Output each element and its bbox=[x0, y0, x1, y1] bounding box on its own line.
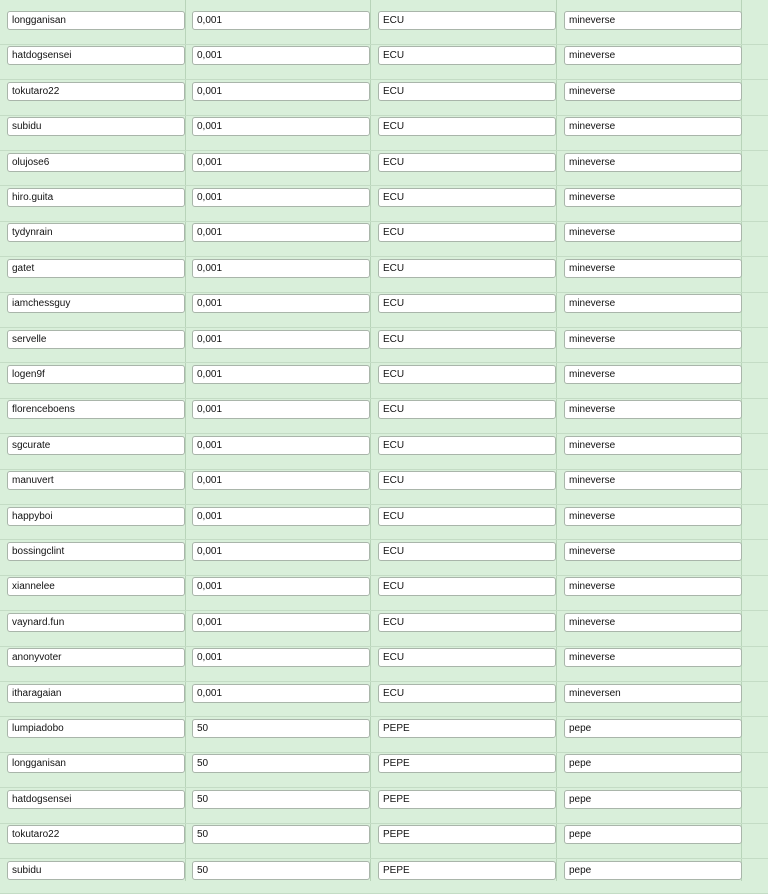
username-cell[interactable]: sgcurate bbox=[7, 436, 185, 455]
memo-cell[interactable]: mineverse bbox=[564, 471, 742, 490]
token-cell[interactable]: ECU bbox=[378, 153, 556, 172]
memo-cell[interactable]: mineverse bbox=[564, 330, 742, 349]
memo-cell[interactable]: mineverse bbox=[564, 82, 742, 101]
table-row bbox=[0, 753, 768, 788]
amount-cell[interactable]: 50 bbox=[192, 861, 370, 880]
username-cell[interactable]: servelle bbox=[7, 330, 185, 349]
amount-cell[interactable]: 0,001 bbox=[192, 471, 370, 490]
username-cell[interactable]: hatdogsensei bbox=[7, 790, 185, 809]
token-cell[interactable]: ECU bbox=[378, 82, 556, 101]
table-row bbox=[0, 470, 768, 505]
token-cell[interactable]: ECU bbox=[378, 436, 556, 455]
username-cell[interactable]: subidu bbox=[7, 117, 185, 136]
username-cell[interactable]: subidu bbox=[7, 861, 185, 880]
amount-cell[interactable]: 0,001 bbox=[192, 117, 370, 136]
username-cell[interactable]: longganisan bbox=[7, 754, 185, 773]
username-cell[interactable]: hatdogsensei bbox=[7, 46, 185, 65]
table-row bbox=[0, 328, 768, 363]
token-cell[interactable]: ECU bbox=[378, 117, 556, 136]
amount-cell[interactable]: 0,001 bbox=[192, 82, 370, 101]
table-row bbox=[0, 399, 768, 434]
table-row bbox=[0, 222, 768, 257]
token-cell[interactable]: ECU bbox=[378, 577, 556, 596]
amount-cell[interactable]: 0,001 bbox=[192, 365, 370, 384]
username-cell[interactable]: lumpiadobo bbox=[7, 719, 185, 738]
memo-cell[interactable]: mineverse bbox=[564, 436, 742, 455]
token-cell[interactable]: ECU bbox=[378, 259, 556, 278]
table-row bbox=[0, 364, 768, 399]
token-cell[interactable]: PEPE bbox=[378, 754, 556, 773]
username-cell[interactable]: longganisan bbox=[7, 11, 185, 30]
username-cell[interactable]: manuvert bbox=[7, 471, 185, 490]
table-row bbox=[0, 434, 768, 469]
memo-cell[interactable]: mineverse bbox=[564, 577, 742, 596]
username-cell[interactable]: bossingclint bbox=[7, 542, 185, 561]
username-cell[interactable]: gatet bbox=[7, 259, 185, 278]
amount-cell[interactable]: 50 bbox=[192, 754, 370, 773]
table-row bbox=[0, 647, 768, 682]
amount-cell[interactable]: 0,001 bbox=[192, 648, 370, 667]
token-cell[interactable]: ECU bbox=[378, 365, 556, 384]
username-cell[interactable]: itharagaian bbox=[7, 684, 185, 703]
token-cell[interactable]: PEPE bbox=[378, 790, 556, 809]
amount-cell[interactable]: 0,001 bbox=[192, 223, 370, 242]
memo-cell[interactable]: mineverse bbox=[564, 11, 742, 30]
table-row bbox=[0, 718, 768, 753]
token-cell[interactable]: ECU bbox=[378, 46, 556, 65]
table-row bbox=[0, 824, 768, 859]
memo-cell[interactable]: mineverse bbox=[564, 153, 742, 172]
token-cell[interactable]: ECU bbox=[378, 542, 556, 561]
username-cell[interactable]: xiannelee bbox=[7, 577, 185, 596]
memo-cell[interactable]: pepe bbox=[564, 719, 742, 738]
amount-cell[interactable]: 0,001 bbox=[192, 507, 370, 526]
amount-cell[interactable]: 0,001 bbox=[192, 436, 370, 455]
table-row bbox=[0, 293, 768, 328]
username-cell[interactable]: florenceboens bbox=[7, 400, 185, 419]
token-cell[interactable]: PEPE bbox=[378, 825, 556, 844]
table-row bbox=[0, 10, 768, 45]
token-cell[interactable]: ECU bbox=[378, 330, 556, 349]
memo-cell[interactable]: mineverse bbox=[564, 117, 742, 136]
amount-cell[interactable]: 0,001 bbox=[192, 684, 370, 703]
table-row bbox=[0, 505, 768, 540]
token-cell[interactable]: ECU bbox=[378, 294, 556, 313]
memo-cell[interactable]: mineverse bbox=[564, 542, 742, 561]
username-cell[interactable]: tokutaro22 bbox=[7, 825, 185, 844]
table-row bbox=[0, 45, 768, 80]
token-cell[interactable]: ECU bbox=[378, 613, 556, 632]
token-cell[interactable]: ECU bbox=[378, 400, 556, 419]
memo-cell[interactable]: mineverse bbox=[564, 223, 742, 242]
amount-cell[interactable]: 0,001 bbox=[192, 400, 370, 419]
amount-cell[interactable]: 0,001 bbox=[192, 259, 370, 278]
table-row bbox=[0, 151, 768, 186]
amount-cell[interactable]: 0,001 bbox=[192, 330, 370, 349]
amount-cell[interactable]: 50 bbox=[192, 719, 370, 738]
memo-cell[interactable]: mineverse bbox=[564, 400, 742, 419]
username-cell[interactable]: anonyvoter bbox=[7, 648, 185, 667]
memo-cell[interactable]: mineverse bbox=[564, 188, 742, 207]
token-cell[interactable]: ECU bbox=[378, 11, 556, 30]
memo-cell[interactable]: pepe bbox=[564, 790, 742, 809]
amount-cell[interactable]: 0,001 bbox=[192, 613, 370, 632]
username-cell[interactable]: tydynrain bbox=[7, 223, 185, 242]
memo-cell[interactable]: mineverse bbox=[564, 613, 742, 632]
memo-cell[interactable]: pepe bbox=[564, 861, 742, 880]
memo-cell[interactable]: mineversen bbox=[564, 684, 742, 703]
memo-cell[interactable]: pepe bbox=[564, 754, 742, 773]
token-cell[interactable]: ECU bbox=[378, 507, 556, 526]
memo-cell[interactable]: mineverse bbox=[564, 365, 742, 384]
token-cell[interactable]: ECU bbox=[378, 684, 556, 703]
table-row bbox=[0, 788, 768, 823]
username-cell[interactable]: hiro.guita bbox=[7, 188, 185, 207]
table-row bbox=[0, 611, 768, 646]
table-row bbox=[0, 541, 768, 576]
amount-cell[interactable]: 0,001 bbox=[192, 46, 370, 65]
memo-cell[interactable]: mineverse bbox=[564, 648, 742, 667]
memo-cell[interactable]: mineverse bbox=[564, 507, 742, 526]
table-row bbox=[0, 576, 768, 611]
amount-cell[interactable]: 0,001 bbox=[192, 294, 370, 313]
username-cell[interactable]: happyboi bbox=[7, 507, 185, 526]
token-cell[interactable]: ECU bbox=[378, 471, 556, 490]
table-row bbox=[0, 80, 768, 115]
table-row bbox=[0, 187, 768, 222]
username-cell[interactable]: logen9f bbox=[7, 365, 185, 384]
amount-cell[interactable]: 0,001 bbox=[192, 11, 370, 30]
token-cell[interactable]: ECU bbox=[378, 648, 556, 667]
amount-cell[interactable]: 0,001 bbox=[192, 577, 370, 596]
token-cell[interactable]: ECU bbox=[378, 188, 556, 207]
memo-cell[interactable]: mineverse bbox=[564, 46, 742, 65]
amount-cell[interactable]: 50 bbox=[192, 825, 370, 844]
memo-cell[interactable]: mineverse bbox=[564, 294, 742, 313]
amount-cell[interactable]: 0,001 bbox=[192, 542, 370, 561]
amount-cell[interactable]: 50 bbox=[192, 790, 370, 809]
memo-cell[interactable]: mineverse bbox=[564, 259, 742, 278]
token-cell[interactable]: PEPE bbox=[378, 861, 556, 880]
token-cell[interactable]: ECU bbox=[378, 223, 556, 242]
amount-cell[interactable]: 0,001 bbox=[192, 153, 370, 172]
username-cell[interactable]: tokutaro22 bbox=[7, 82, 185, 101]
memo-cell[interactable]: pepe bbox=[564, 825, 742, 844]
table-row bbox=[0, 116, 768, 151]
token-cell[interactable]: PEPE bbox=[378, 719, 556, 738]
username-cell[interactable]: vaynard.fun bbox=[7, 613, 185, 632]
username-cell[interactable]: olujose6 bbox=[7, 153, 185, 172]
table-row bbox=[0, 257, 768, 292]
username-cell[interactable]: iamchessguy bbox=[7, 294, 185, 313]
table-row bbox=[0, 682, 768, 717]
amount-cell[interactable]: 0,001 bbox=[192, 188, 370, 207]
table-row bbox=[0, 859, 768, 894]
